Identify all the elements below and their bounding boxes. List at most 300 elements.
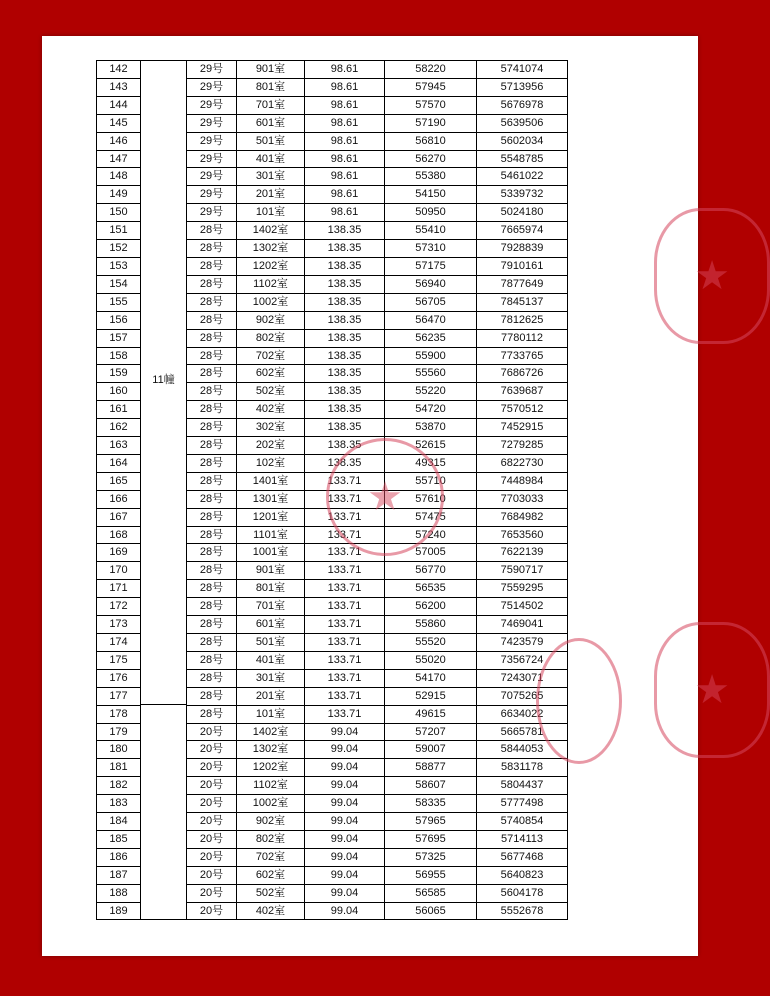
unit-price-cell: 55560 <box>384 364 476 382</box>
building-number-cell: 20号 <box>186 740 236 758</box>
table-row <box>186 651 568 669</box>
total-price-cell: 7910161 <box>476 257 568 275</box>
unit-price-cell: 55710 <box>384 472 476 490</box>
area-cell: 133.71 <box>304 543 384 561</box>
index-row <box>96 579 141 597</box>
building-number-cell: 20号 <box>186 884 236 902</box>
index-row <box>96 561 141 579</box>
total-price-cell: 5552678 <box>476 902 568 920</box>
row-index-cell: 179 <box>96 723 141 741</box>
area-cell: 99.04 <box>304 902 384 920</box>
area-cell: 98.61 <box>304 60 384 78</box>
row-index-cell: 163 <box>96 436 141 454</box>
document-page <box>42 36 730 956</box>
table-row <box>186 257 568 275</box>
area-cell: 138.35 <box>304 293 384 311</box>
index-row <box>96 275 141 293</box>
index-row <box>96 633 141 651</box>
row-index-cell: 169 <box>96 543 141 561</box>
official-seal-right-bottom <box>654 622 770 758</box>
row-index-cell: 157 <box>96 329 141 347</box>
total-price-cell: 7684982 <box>476 508 568 526</box>
room-cell: 502室 <box>236 884 304 902</box>
building-number-cell: 28号 <box>186 687 236 705</box>
table-row <box>186 60 568 78</box>
total-price-cell: 7653560 <box>476 526 568 544</box>
unit-price-cell: 55410 <box>384 221 476 239</box>
row-index-cell: 161 <box>96 400 141 418</box>
room-cell: 301室 <box>236 167 304 185</box>
table-row <box>186 884 568 902</box>
row-index-cell: 164 <box>96 454 141 472</box>
total-price-cell: 5777498 <box>476 794 568 812</box>
table-row <box>186 347 568 365</box>
total-price-cell: 7686726 <box>476 364 568 382</box>
room-cell: 1102室 <box>236 275 304 293</box>
index-row <box>96 651 141 669</box>
index-row <box>96 132 141 150</box>
building-number-cell: 28号 <box>186 239 236 257</box>
table-row <box>186 221 568 239</box>
table-row <box>186 293 568 311</box>
total-price-cell: 7812625 <box>476 311 568 329</box>
area-cell: 133.71 <box>304 508 384 526</box>
room-cell: 902室 <box>236 311 304 329</box>
area-cell: 138.35 <box>304 364 384 382</box>
area-cell: 138.35 <box>304 454 384 472</box>
room-cell: 202室 <box>236 436 304 454</box>
room-cell: 801室 <box>236 579 304 597</box>
total-price-cell: 7590717 <box>476 561 568 579</box>
area-cell: 138.35 <box>304 221 384 239</box>
building-number-cell: 20号 <box>186 758 236 776</box>
building-number-cell: 28号 <box>186 418 236 436</box>
total-price-cell: 7622139 <box>476 543 568 561</box>
table-row <box>186 776 568 794</box>
total-price-cell: 5804437 <box>476 776 568 794</box>
row-index-cell: 182 <box>96 776 141 794</box>
index-row <box>96 454 141 472</box>
index-row <box>96 329 141 347</box>
total-price-cell: 7279285 <box>476 436 568 454</box>
total-price-cell: 7928839 <box>476 239 568 257</box>
index-row <box>96 96 141 114</box>
row-index-cell: 158 <box>96 347 141 365</box>
room-cell: 701室 <box>236 96 304 114</box>
building-number-cell: 29号 <box>186 167 236 185</box>
total-price-cell: 7469041 <box>476 615 568 633</box>
total-price-cell: 5639506 <box>476 114 568 132</box>
area-cell: 138.35 <box>304 239 384 257</box>
total-price-cell: 7423579 <box>476 633 568 651</box>
row-index-cell: 181 <box>96 758 141 776</box>
room-cell: 802室 <box>236 830 304 848</box>
index-row <box>96 705 141 723</box>
index-row <box>96 382 141 400</box>
unit-price-cell: 55380 <box>384 167 476 185</box>
unit-price-cell: 58877 <box>384 758 476 776</box>
building-label: 11幢 <box>152 374 175 386</box>
row-index-cell: 149 <box>96 185 141 203</box>
row-index-cell: 177 <box>96 687 141 705</box>
building-number-cell: 28号 <box>186 382 236 400</box>
area-cell: 99.04 <box>304 848 384 866</box>
table-row <box>186 150 568 168</box>
unit-price-cell: 57945 <box>384 78 476 96</box>
room-cell: 1301室 <box>236 490 304 508</box>
area-cell: 133.71 <box>304 490 384 508</box>
row-index-cell: 170 <box>96 561 141 579</box>
room-cell: 601室 <box>236 615 304 633</box>
index-row <box>96 794 141 812</box>
building-number-cell: 28号 <box>186 257 236 275</box>
table-row <box>186 579 568 597</box>
table-row <box>186 758 568 776</box>
index-row <box>96 78 141 96</box>
area-cell: 133.71 <box>304 651 384 669</box>
index-row <box>96 114 141 132</box>
total-price-cell: 7243071 <box>476 669 568 687</box>
index-row <box>96 812 141 830</box>
total-price-cell: 7452915 <box>476 418 568 436</box>
room-cell: 702室 <box>236 347 304 365</box>
table-row <box>186 723 568 741</box>
room-cell: 102室 <box>236 454 304 472</box>
room-cell: 301室 <box>236 669 304 687</box>
room-cell: 602室 <box>236 364 304 382</box>
building-number-cell: 29号 <box>186 114 236 132</box>
total-price-cell: 7559295 <box>476 579 568 597</box>
row-index-cell: 147 <box>96 150 141 168</box>
unit-price-cell: 55020 <box>384 651 476 669</box>
building-number-cell: 28号 <box>186 597 236 615</box>
index-row <box>96 257 141 275</box>
total-price-cell: 5676978 <box>476 96 568 114</box>
unit-price-cell: 52915 <box>384 687 476 705</box>
row-index-cell: 167 <box>96 508 141 526</box>
room-cell: 1202室 <box>236 257 304 275</box>
building-number-cell: 20号 <box>186 794 236 812</box>
table-row <box>186 167 568 185</box>
total-price-cell: 7780112 <box>476 329 568 347</box>
building-number-cell: 20号 <box>186 812 236 830</box>
row-index-cell: 178 <box>96 705 141 723</box>
row-index-cell: 166 <box>96 490 141 508</box>
building-number-cell: 28号 <box>186 633 236 651</box>
area-cell: 133.71 <box>304 669 384 687</box>
area-cell: 98.61 <box>304 114 384 132</box>
unit-price-cell: 57475 <box>384 508 476 526</box>
total-price-cell: 7356724 <box>476 651 568 669</box>
row-index-cell: 162 <box>96 418 141 436</box>
building-number-cell: 28号 <box>186 311 236 329</box>
table-row <box>186 633 568 651</box>
area-cell: 98.61 <box>304 167 384 185</box>
building-number-cell: 28号 <box>186 543 236 561</box>
building-number-cell: 28号 <box>186 526 236 544</box>
table-row <box>186 311 568 329</box>
area-cell: 138.35 <box>304 257 384 275</box>
area-cell: 138.35 <box>304 311 384 329</box>
table-row <box>186 561 568 579</box>
room-cell: 402室 <box>236 400 304 418</box>
building-number-cell: 28号 <box>186 508 236 526</box>
unit-price-cell: 56235 <box>384 329 476 347</box>
area-cell: 98.61 <box>304 185 384 203</box>
index-row <box>96 830 141 848</box>
table-row <box>186 132 568 150</box>
row-index-cell: 185 <box>96 830 141 848</box>
index-row <box>96 687 141 705</box>
total-price-cell: 7570512 <box>476 400 568 418</box>
area-cell: 98.61 <box>304 78 384 96</box>
table-row <box>186 687 568 705</box>
room-cell: 201室 <box>236 185 304 203</box>
row-index-cell: 155 <box>96 293 141 311</box>
unit-price-cell: 55900 <box>384 347 476 365</box>
building-number-cell: 29号 <box>186 60 236 78</box>
unit-price-cell: 56585 <box>384 884 476 902</box>
unit-price-cell: 57175 <box>384 257 476 275</box>
official-seal-right-top <box>654 208 770 344</box>
row-index-cell: 171 <box>96 579 141 597</box>
table-row <box>186 364 568 382</box>
unit-price-cell: 57610 <box>384 490 476 508</box>
building-number-cell: 29号 <box>186 203 236 221</box>
area-cell: 99.04 <box>304 794 384 812</box>
room-cell: 1002室 <box>236 794 304 812</box>
building-number-cell: 20号 <box>186 723 236 741</box>
table-row <box>186 866 568 884</box>
total-price-cell: 7075265 <box>476 687 568 705</box>
area-cell: 138.35 <box>304 436 384 454</box>
area-cell: 138.35 <box>304 347 384 365</box>
total-price-cell: 5604178 <box>476 884 568 902</box>
area-cell: 138.35 <box>304 400 384 418</box>
room-cell: 1001室 <box>236 543 304 561</box>
table-row <box>186 114 568 132</box>
index-row <box>96 150 141 168</box>
building-number-cell: 28号 <box>186 454 236 472</box>
row-index-cell: 176 <box>96 669 141 687</box>
total-price-cell: 6634022 <box>476 705 568 723</box>
index-row <box>96 347 141 365</box>
index-row <box>96 758 141 776</box>
table-row <box>186 185 568 203</box>
area-cell: 99.04 <box>304 758 384 776</box>
row-index-cell: 153 <box>96 257 141 275</box>
area-cell: 98.61 <box>304 96 384 114</box>
building-number-cell: 28号 <box>186 669 236 687</box>
area-cell: 133.71 <box>304 561 384 579</box>
table-row <box>186 400 568 418</box>
total-price-cell: 5665781 <box>476 723 568 741</box>
row-index-cell: 175 <box>96 651 141 669</box>
area-cell: 98.61 <box>304 203 384 221</box>
area-cell: 138.35 <box>304 275 384 293</box>
seal-star-icon: ★ <box>694 254 730 298</box>
building-group-cell <box>141 60 186 705</box>
index-row <box>96 293 141 311</box>
table-row <box>186 203 568 221</box>
area-cell: 138.35 <box>304 382 384 400</box>
unit-price-cell: 49315 <box>384 454 476 472</box>
unit-price-cell: 55860 <box>384 615 476 633</box>
index-row <box>96 669 141 687</box>
index-row <box>96 543 141 561</box>
unit-price-cell: 56470 <box>384 311 476 329</box>
building-number-cell: 28号 <box>186 651 236 669</box>
unit-price-cell: 56810 <box>384 132 476 150</box>
row-index-cell: 172 <box>96 597 141 615</box>
room-cell: 1202室 <box>236 758 304 776</box>
building-number-cell: 20号 <box>186 848 236 866</box>
row-index-cell: 189 <box>96 902 141 920</box>
room-cell: 901室 <box>236 561 304 579</box>
room-cell: 1402室 <box>236 723 304 741</box>
table-row <box>186 830 568 848</box>
unit-price-cell: 56200 <box>384 597 476 615</box>
room-cell: 402室 <box>236 902 304 920</box>
table-row <box>186 96 568 114</box>
room-cell: 1002室 <box>236 293 304 311</box>
area-cell: 99.04 <box>304 812 384 830</box>
row-index-cell: 144 <box>96 96 141 114</box>
seal-star-icon: ★ <box>694 668 730 712</box>
total-price-cell: 5831178 <box>476 758 568 776</box>
row-index-cell: 180 <box>96 740 141 758</box>
total-price-cell: 7639687 <box>476 382 568 400</box>
row-index-cell: 150 <box>96 203 141 221</box>
row-index-cell: 145 <box>96 114 141 132</box>
area-cell: 99.04 <box>304 884 384 902</box>
area-cell: 99.04 <box>304 866 384 884</box>
room-cell: 702室 <box>236 848 304 866</box>
building-number-cell: 28号 <box>186 561 236 579</box>
area-cell: 133.71 <box>304 615 384 633</box>
unit-price-cell: 57190 <box>384 114 476 132</box>
index-row <box>96 597 141 615</box>
unit-price-cell: 59007 <box>384 740 476 758</box>
unit-price-cell: 57695 <box>384 830 476 848</box>
total-price-cell: 5741074 <box>476 60 568 78</box>
index-row <box>96 848 141 866</box>
unit-price-cell: 56270 <box>384 150 476 168</box>
table-row <box>186 669 568 687</box>
total-price-cell: 5677468 <box>476 848 568 866</box>
unit-price-cell: 55520 <box>384 633 476 651</box>
room-cell: 401室 <box>236 651 304 669</box>
total-price-cell: 5461022 <box>476 167 568 185</box>
room-cell: 1102室 <box>236 776 304 794</box>
index-row <box>96 418 141 436</box>
unit-price-cell: 58607 <box>384 776 476 794</box>
building-group-cell-continued <box>141 705 186 920</box>
unit-price-cell: 57207 <box>384 723 476 741</box>
room-cell: 501室 <box>236 633 304 651</box>
index-row <box>96 239 141 257</box>
room-cell: 901室 <box>236 60 304 78</box>
building-number-cell: 28号 <box>186 436 236 454</box>
total-price-cell: 7845137 <box>476 293 568 311</box>
area-cell: 138.35 <box>304 418 384 436</box>
unit-price-cell: 57325 <box>384 848 476 866</box>
area-cell: 99.04 <box>304 723 384 741</box>
row-index-cell: 183 <box>96 794 141 812</box>
index-row <box>96 723 141 741</box>
row-index-cell: 165 <box>96 472 141 490</box>
unit-price-cell: 58220 <box>384 60 476 78</box>
total-price-cell: 7703033 <box>476 490 568 508</box>
row-index-cell: 168 <box>96 526 141 544</box>
building-number-cell: 29号 <box>186 78 236 96</box>
index-row <box>96 526 141 544</box>
unit-price-cell: 54170 <box>384 669 476 687</box>
total-price-cell: 7514502 <box>476 597 568 615</box>
index-row <box>96 221 141 239</box>
area-cell: 133.71 <box>304 472 384 490</box>
total-price-cell: 7448984 <box>476 472 568 490</box>
row-index-cell: 188 <box>96 884 141 902</box>
building-number-cell: 28号 <box>186 705 236 723</box>
total-price-cell: 6822730 <box>476 454 568 472</box>
row-index-cell: 152 <box>96 239 141 257</box>
room-cell: 501室 <box>236 132 304 150</box>
table-row <box>186 329 568 347</box>
unit-price-cell: 53870 <box>384 418 476 436</box>
total-price-cell: 5844053 <box>476 740 568 758</box>
index-row <box>96 472 141 490</box>
table-row <box>186 239 568 257</box>
building-number-cell: 20号 <box>186 776 236 794</box>
room-cell: 302室 <box>236 418 304 436</box>
index-row <box>96 866 141 884</box>
seal-star-icon: ★ <box>367 475 403 519</box>
row-index-cell: 159 <box>96 364 141 382</box>
table-row <box>186 78 568 96</box>
building-number-cell: 28号 <box>186 364 236 382</box>
index-row <box>96 740 141 758</box>
unit-price-cell: 56770 <box>384 561 476 579</box>
area-cell: 133.71 <box>304 579 384 597</box>
total-price-cell: 5024180 <box>476 203 568 221</box>
row-index-cell: 173 <box>96 615 141 633</box>
area-cell: 133.71 <box>304 597 384 615</box>
total-price-cell: 5602034 <box>476 132 568 150</box>
total-price-cell: 5740854 <box>476 812 568 830</box>
index-row <box>96 311 141 329</box>
total-price-cell: 7733765 <box>476 347 568 365</box>
unit-price-cell: 54150 <box>384 185 476 203</box>
room-cell: 502室 <box>236 382 304 400</box>
row-index-cell: 184 <box>96 812 141 830</box>
row-index-cell: 148 <box>96 167 141 185</box>
room-cell: 1402室 <box>236 221 304 239</box>
index-row <box>96 167 141 185</box>
room-cell: 802室 <box>236 329 304 347</box>
total-price-cell: 5640823 <box>476 866 568 884</box>
total-price-cell: 5714113 <box>476 830 568 848</box>
building-number-cell: 28号 <box>186 579 236 597</box>
total-price-cell: 5548785 <box>476 150 568 168</box>
table-row <box>186 794 568 812</box>
unit-price-cell: 57005 <box>384 543 476 561</box>
unit-price-cell: 56535 <box>384 579 476 597</box>
building-number-cell: 20号 <box>186 902 236 920</box>
index-row <box>96 508 141 526</box>
building-number-cell: 28号 <box>186 221 236 239</box>
unit-price-cell: 52615 <box>384 436 476 454</box>
